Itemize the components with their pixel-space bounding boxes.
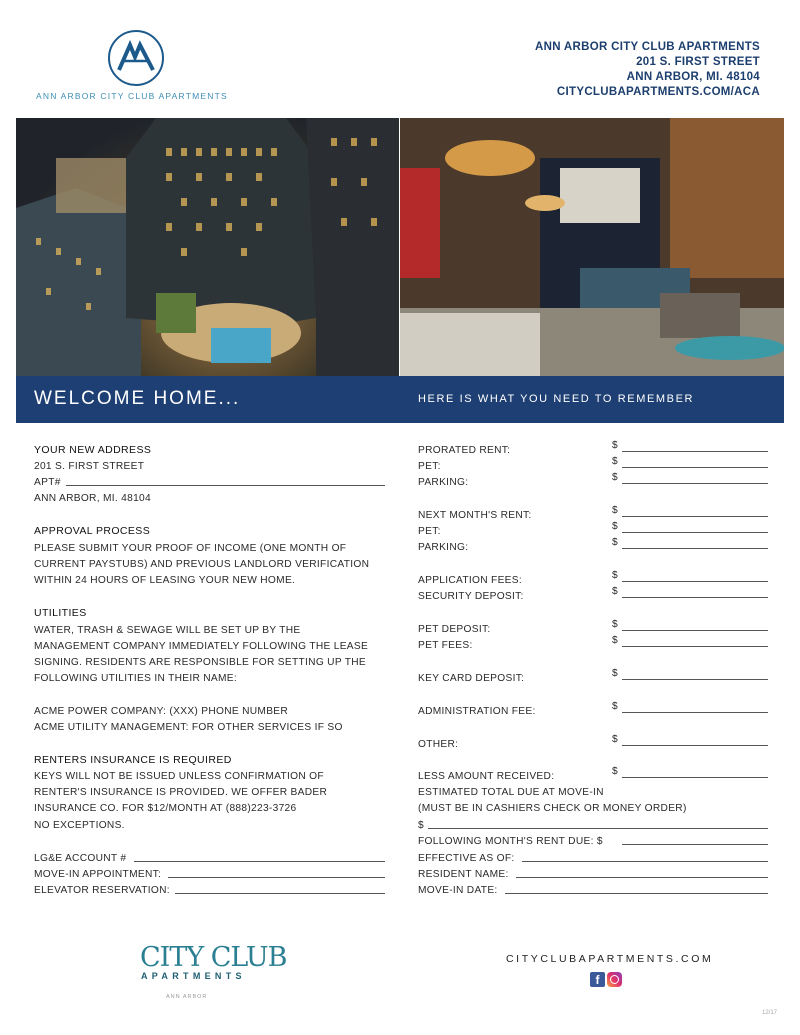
fee-amount-field[interactable] bbox=[622, 483, 768, 484]
resident-name-field[interactable] bbox=[516, 877, 768, 878]
insurance-heading: RENTERS INSURANCE IS REQUIRED bbox=[34, 754, 232, 766]
brand-logo-tagline: ANN ARBOR bbox=[166, 994, 208, 1000]
fee-amount-field[interactable] bbox=[622, 597, 768, 598]
fee-amount-field[interactable] bbox=[622, 630, 768, 631]
footer-website-link[interactable]: CITYCLUBAPARTMENTS.COM bbox=[506, 953, 714, 965]
fee-label: ADMINISTRATION FEE: bbox=[418, 706, 536, 717]
lge-account-field[interactable] bbox=[134, 861, 385, 862]
approval-heading: APPROVAL PROCESS bbox=[34, 525, 151, 537]
address-street: 201 S. FIRST STREET bbox=[34, 461, 145, 472]
fee-amount-field[interactable] bbox=[622, 516, 768, 517]
insurance-text-4: NO EXCEPTIONS. bbox=[34, 820, 125, 831]
fee-label: PET FEES: bbox=[418, 640, 473, 651]
address-city: ANN ARBOR, MI. 48104 bbox=[34, 493, 151, 504]
payment-note: (MUST BE IN CASHIERS CHECK OR MONEY ORDER) bbox=[418, 803, 687, 814]
movein-date-field[interactable] bbox=[505, 893, 768, 894]
fee-currency: $ bbox=[612, 537, 618, 548]
instagram-icon[interactable] bbox=[607, 972, 622, 987]
header-website-link[interactable]: CITYCLUBAPARTMENTS.COM/ACA bbox=[556, 86, 760, 98]
effective-date-field[interactable] bbox=[522, 861, 768, 862]
fee-amount-field[interactable] bbox=[622, 581, 768, 582]
approval-text-1: PLEASE SUBMIT YOUR PROOF OF INCOME (ONE MONTH OF bbox=[34, 543, 347, 554]
header-company: ANN ARBOR CITY CLUB APARTMENTS bbox=[535, 41, 760, 53]
fee-currency: $ bbox=[612, 472, 618, 483]
fee-label: APPLICATION FEES: bbox=[418, 575, 522, 586]
fee-label: SECURITY DEPOSIT: bbox=[418, 591, 524, 602]
estimated-total-field[interactable] bbox=[428, 828, 768, 829]
address-heading: YOUR NEW ADDRESS bbox=[34, 444, 152, 456]
fee-label: PET DEPOSIT: bbox=[418, 624, 491, 635]
lge-account-label: LG&E ACCOUNT # bbox=[34, 853, 127, 864]
fee-currency: $ bbox=[612, 734, 618, 745]
utilities-text-2: MANAGEMENT COMPANY IMMEDIATELY FOLLOWING THE LEASE bbox=[34, 641, 369, 652]
brand-logo: CITY CLUB bbox=[140, 942, 287, 973]
fee-amount-field[interactable] bbox=[622, 548, 768, 549]
header-address bbox=[535, 40, 760, 100]
elevator-reservation-label: ELEVATOR RESERVATION: bbox=[34, 885, 170, 896]
fee-currency: $ bbox=[612, 456, 618, 467]
estimated-total-label: ESTIMATED TOTAL DUE AT MOVE-IN bbox=[418, 787, 604, 798]
fee-label: PARKING: bbox=[418, 542, 469, 553]
utilities-text-3: SIGNING. RESIDENTS ARE RESPONSIBLE FOR SETTING UP THE bbox=[34, 657, 366, 668]
building-aerial-photo bbox=[16, 118, 399, 376]
utilities-heading: UTILITIES bbox=[34, 607, 87, 619]
movein-appointment-field[interactable] bbox=[168, 877, 385, 878]
estimated-total-currency: $ bbox=[418, 820, 424, 831]
utilities-text-1: WATER, TRASH & SEWAGE WILL BE SET UP BY THE bbox=[34, 625, 301, 636]
fee-label: PET: bbox=[418, 526, 441, 537]
movein-date-label: MOVE-IN DATE: bbox=[418, 885, 498, 896]
version-code: 12/17 bbox=[762, 1010, 778, 1016]
approval-text-2: CURRENT PAYSTUBS) AND PREVIOUS LANDLORD VERIFICATION bbox=[34, 559, 370, 570]
welcome-title: WELCOME HOME... bbox=[34, 388, 241, 409]
approval-text-3: WITHIN 24 HOURS OF LEASING YOUR NEW HOME. bbox=[34, 575, 296, 586]
fee-currency: $ bbox=[612, 619, 618, 630]
apt-field[interactable] bbox=[66, 485, 385, 486]
fee-amount-field[interactable] bbox=[622, 679, 768, 680]
insurance-text-1: KEYS WILL NOT BE ISSUED UNLESS CONFIRMATION OF bbox=[34, 771, 324, 782]
fee-currency: $ bbox=[612, 570, 618, 581]
facebook-icon[interactable]: f bbox=[590, 972, 605, 987]
fee-amount-field[interactable] bbox=[622, 451, 768, 452]
fee-label: LESS AMOUNT RECEIVED: bbox=[418, 771, 555, 782]
brand-logo-subtitle: APARTMENTS bbox=[141, 971, 246, 981]
logo-icon bbox=[108, 30, 164, 86]
fee-label: KEY CARD DEPOSIT: bbox=[418, 673, 525, 684]
fee-label: PET: bbox=[418, 461, 441, 472]
utility-power: ACME POWER COMPANY: (XXX) PHONE NUMBER bbox=[34, 706, 289, 717]
insurance-text-3: INSURANCE CO. FOR $12/MONTH AT (888)223-3726 bbox=[34, 803, 297, 814]
welcome-subtitle: HERE IS WHAT YOU NEED TO REMEMBER bbox=[418, 393, 695, 405]
fee-currency: $ bbox=[612, 521, 618, 532]
fee-currency: $ bbox=[612, 586, 618, 597]
fee-amount-field[interactable] bbox=[622, 532, 768, 533]
fee-label: OTHER: bbox=[418, 739, 459, 750]
fee-amount-field[interactable] bbox=[622, 712, 768, 713]
utilities-text-4: FOLLOWING UTILITIES IN THEIR NAME: bbox=[34, 673, 238, 684]
fee-currency: $ bbox=[612, 668, 618, 679]
following-rent-field[interactable] bbox=[622, 844, 768, 845]
fee-currency: $ bbox=[612, 701, 618, 712]
resident-name-label: RESIDENT NAME: bbox=[418, 869, 509, 880]
fee-amount-field[interactable] bbox=[622, 646, 768, 647]
header-street: 201 S. FIRST STREET bbox=[636, 56, 760, 68]
fee-amount-field[interactable] bbox=[622, 467, 768, 468]
fee-currency: $ bbox=[612, 505, 618, 516]
fee-label: NEXT MONTH'S RENT: bbox=[418, 510, 532, 521]
movein-appointment-label: MOVE-IN APPOINTMENT: bbox=[34, 869, 162, 880]
insurance-text-2: RENTER'S INSURANCE IS PROVIDED. WE OFFER BADER bbox=[34, 787, 328, 798]
fee-amount-field[interactable] bbox=[622, 745, 768, 746]
fee-currency: $ bbox=[612, 766, 618, 777]
elevator-reservation-field[interactable] bbox=[175, 893, 385, 894]
lounge-interior-photo bbox=[400, 118, 784, 376]
fee-currency: $ bbox=[612, 635, 618, 646]
utility-management: ACME UTILITY MANAGEMENT: FOR OTHER SERVICES IF SO bbox=[34, 722, 343, 733]
fee-amount-field[interactable] bbox=[622, 777, 768, 778]
logo-caption: ANN ARBOR CITY CLUB APARTMENTS bbox=[36, 91, 228, 101]
following-rent-label: FOLLOWING MONTH'S RENT DUE: $ bbox=[418, 836, 603, 847]
header-city: ANN ARBOR, MI. 48104 bbox=[626, 71, 760, 83]
effective-date-label: EFFECTIVE AS OF: bbox=[418, 853, 515, 864]
fee-currency: $ bbox=[612, 440, 618, 451]
fee-label: PRORATED RENT: bbox=[418, 445, 511, 456]
fee-label: PARKING: bbox=[418, 477, 469, 488]
apt-label: APT# bbox=[34, 477, 61, 488]
